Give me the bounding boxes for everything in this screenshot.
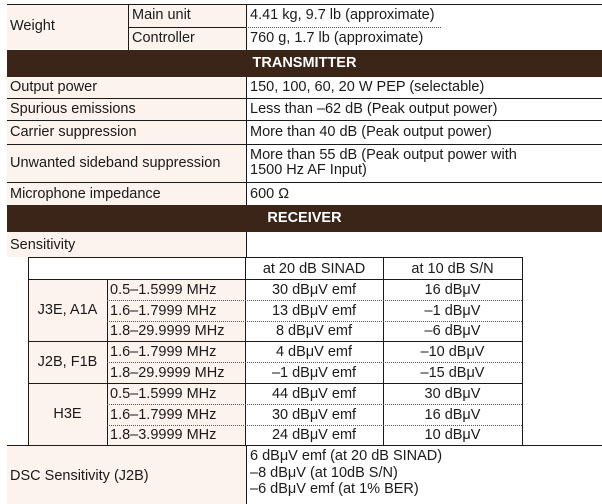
sinad-cell: 24 dBμV emf	[271, 427, 357, 443]
rx-group1-bottom	[28, 341, 522, 342]
tx-row-line-2	[7, 120, 602, 121]
freq-cell: 0.5–1.5999 MHz	[110, 282, 217, 298]
rx-dot-5	[107, 425, 522, 426]
output-power-value: 150, 100, 60, 20 W PEP (selectable)	[250, 79, 485, 95]
freq-cell: 1.6–1.7999 MHz	[110, 303, 217, 319]
weight-label: Weight	[10, 18, 55, 34]
transmitter-title: TRANSMITTER	[252, 55, 357, 71]
main-unit-label: Main unit	[132, 7, 191, 23]
mode-h3e: H3E	[53, 406, 82, 422]
mode-j3e-a1a: J3E, A1A	[37, 302, 98, 318]
dsc-value-3: –6 dBμV emf (at 1% BER)	[250, 481, 419, 497]
spurious-value: Less than –62 dB (Peak output power)	[250, 101, 498, 117]
freq-cell: 1.6–1.7999 MHz	[110, 407, 217, 423]
sideband-value-line2: 1500 Hz AF Input)	[250, 162, 367, 178]
sensitivity-divider	[246, 232, 247, 257]
tx-row-line-1	[7, 98, 602, 99]
main-unit-value: 4.41 kg, 9.7 lb (approximate)	[250, 7, 435, 23]
col-sinad-header: at 20 dB SINAD	[262, 261, 366, 277]
dsc-label: DSC Sensitivity (J2B)	[10, 468, 149, 484]
sinad-cell: 30 dBμV emf	[271, 282, 357, 298]
spurious-label: Spurious emissions	[10, 101, 136, 117]
dsc-value-1: 6 dBμV emf (at 20 dB SINAD)	[250, 448, 443, 464]
weight-sub-divider	[128, 27, 246, 28]
sinad-cell: 8 dBμV emf	[275, 323, 353, 339]
sn-cell: 16 dBμV	[424, 407, 481, 423]
sinad-cell: –1 dBμV emf	[271, 365, 357, 381]
weight-top-border	[7, 4, 602, 5]
carrier-label: Carrier suppression	[10, 124, 137, 140]
rx-table-top	[28, 257, 522, 258]
rx-group2-bottom	[28, 383, 522, 384]
rx-dot-3	[107, 362, 522, 363]
sn-cell: –15 dBμV	[420, 365, 485, 381]
sideband-label: Unwanted sideband suppression	[10, 155, 221, 171]
mic-impedance-value: 600 Ω	[250, 186, 290, 202]
receiver-title: RECEIVER	[267, 210, 342, 226]
rx-dot-4	[107, 404, 522, 405]
mic-impedance-label: Microphone impedance	[10, 186, 161, 202]
sn-cell: 16 dBμV	[424, 282, 481, 298]
freq-cell: 0.5–1.5999 MHz	[110, 386, 217, 402]
sinad-cell: 13 dBμV emf	[271, 303, 357, 319]
weight-value-divider	[246, 27, 441, 28]
dsc-divider	[246, 445, 247, 504]
rx-dot-1	[107, 300, 522, 301]
transmitter-header	[7, 50, 602, 77]
carrier-value: More than 40 dB (Peak output power)	[250, 124, 492, 140]
sideband-value-line1: More than 55 dB (Peak output power with	[250, 147, 517, 163]
controller-value: 760 g, 1.7 lb (approximate)	[250, 30, 424, 46]
receiver-header	[7, 205, 602, 232]
sinad-cell: 30 dBμV emf	[271, 407, 357, 423]
sinad-cell: 44 dBμV emf	[271, 386, 357, 402]
mode-j2b-f1b: J2B, F1B	[37, 354, 98, 370]
rx-dot-2	[107, 321, 522, 322]
output-power-label: Output power	[10, 79, 98, 95]
dsc-value-2: –8 dBμV (at 10dB S/N)	[250, 465, 398, 481]
sensitivity-label: Sensitivity	[10, 237, 76, 253]
sn-cell: –10 dBμV	[420, 344, 485, 360]
rx-header-bottom	[28, 279, 522, 280]
rx-right-border	[522, 257, 523, 445]
freq-cell: 1.6–1.7999 MHz	[110, 344, 217, 360]
freq-cell: 1.8–29.9999 MHz	[110, 365, 225, 381]
controller-label: Controller	[132, 30, 195, 46]
freq-cell: 1.8–3.9999 MHz	[110, 427, 217, 443]
sn-cell: –1 dBμV	[424, 303, 481, 319]
tx-row-line-4	[7, 182, 602, 183]
transmitter-divider	[246, 77, 247, 205]
freq-cell: 1.8–29.9999 MHz	[110, 323, 225, 339]
rx-table-bottom	[7, 445, 602, 446]
sinad-cell: 4 dBμV emf	[275, 344, 353, 360]
sn-cell: 10 dBμV	[424, 427, 481, 443]
tx-row-line-3	[7, 144, 602, 145]
sn-cell: –6 dBμV	[424, 323, 481, 339]
sn-cell: 30 dBμV	[424, 386, 481, 402]
col-sn-header: at 10 dB S/N	[411, 261, 494, 277]
